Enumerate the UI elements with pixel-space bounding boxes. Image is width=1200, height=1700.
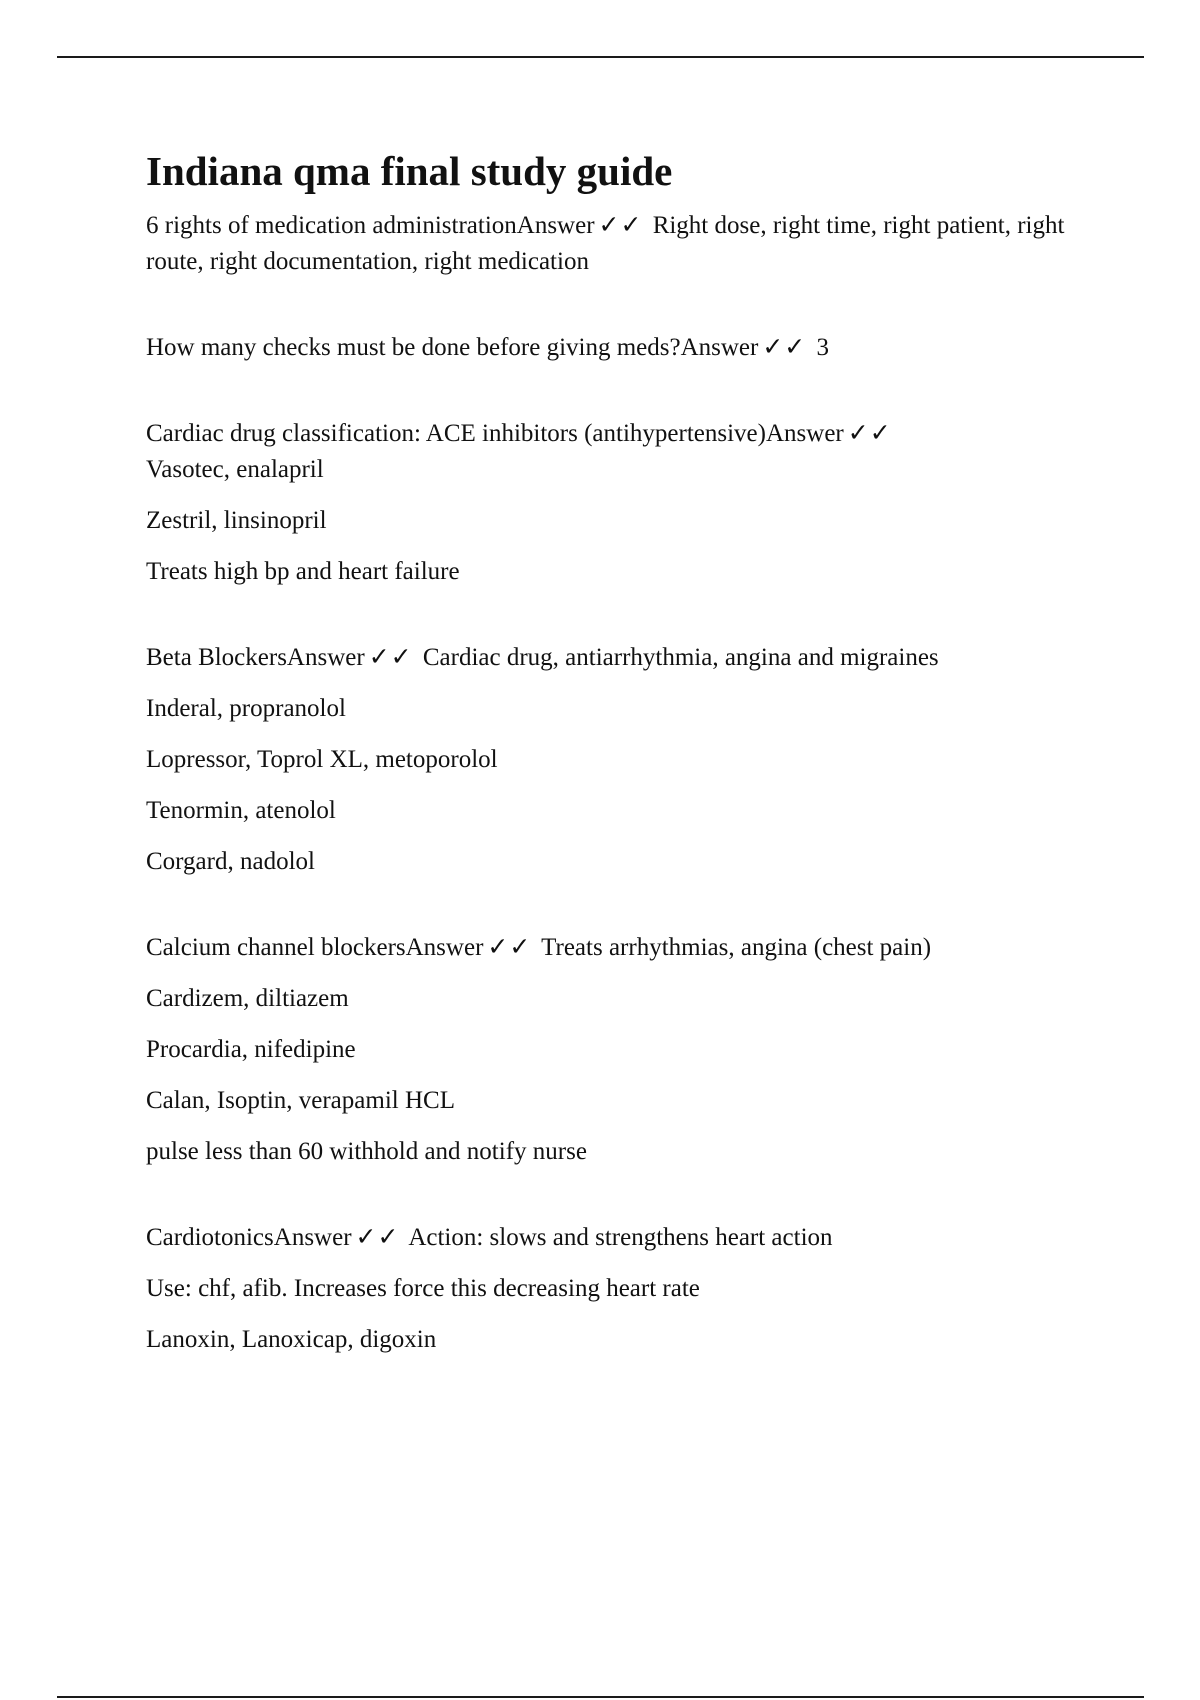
- entry-6: [146, 1220, 1066, 1358]
- entry-question-line: [146, 330, 1066, 366]
- answer-check-icon: ✓✓: [762, 334, 807, 361]
- entry-detail: Tenormin, atenolol: [146, 797, 336, 824]
- entry-question: Cardiac drug classification: ACE inhibitors (antihypertensive)Answer: [146, 420, 844, 447]
- entry-question-line: [146, 1220, 1066, 1256]
- document-title: Indiana qma final study guide: [146, 148, 673, 194]
- entry-detail: Inderal, propranolol: [146, 695, 346, 722]
- entry-detail: Treats high bp and heart failure: [146, 558, 460, 585]
- entry-answer: Vasotec, enalapril: [146, 456, 324, 483]
- answer-check-icon: ✓✓: [847, 420, 892, 447]
- entry-detail: Cardizem, diltiazem: [146, 985, 349, 1012]
- entry-question: Beta BlockersAnswer: [146, 644, 365, 671]
- entry-3: [146, 416, 1066, 590]
- entry-detail: Corgard, nadolol: [146, 848, 315, 875]
- document-body: [146, 146, 1066, 1408]
- answer-check-icon: ✓✓: [355, 1224, 400, 1251]
- entry-question-line: [146, 640, 1066, 676]
- entry-answer: Action: slows and strengthens heart action: [408, 1224, 833, 1251]
- entry-detail: Procardia, nifedipine: [146, 1036, 356, 1063]
- entry-detail: Lopressor, Toprol XL, metoporolol: [146, 746, 498, 773]
- entry-detail: pulse less than 60 withhold and notify nurse: [146, 1138, 587, 1165]
- entry-detail: Lanoxin, Lanoxicap, digoxin: [146, 1326, 437, 1353]
- entry-5: [146, 930, 1066, 1170]
- entry-question: CardiotonicsAnswer: [146, 1224, 352, 1251]
- entry-question: 6 rights of medication administrationAnswer: [146, 212, 595, 239]
- entry-question-line: [146, 416, 1066, 488]
- entry-detail: Zestril, linsinopril: [146, 507, 327, 534]
- answer-check-icon: ✓✓: [598, 212, 643, 239]
- entry-question-line: [146, 930, 1066, 966]
- answer-check-icon: ✓✓: [487, 934, 532, 961]
- entry-4: [146, 640, 1066, 880]
- entry-answer: Cardiac drug, antiarrhythmia, angina and migraines: [422, 644, 939, 671]
- entry-question: How many checks must be done before giving meds?Answer: [146, 334, 759, 361]
- entry-question-line: [146, 208, 1066, 280]
- entry-2: [146, 330, 1066, 366]
- footer-rule: [57, 1696, 1144, 1698]
- entry-detail: Calan, Isoptin, verapamil HCL: [146, 1087, 455, 1114]
- entry-question: Calcium channel blockersAnswer: [146, 934, 484, 961]
- entry-answer: Treats arrhythmias, angina (chest pain): [541, 934, 932, 961]
- answer-check-icon: ✓✓: [368, 644, 413, 671]
- entry-answer: 3: [816, 334, 829, 361]
- entry-answer: Right dose, right time, right patient, right route, right documentation, right medication: [146, 212, 1065, 275]
- entry-detail: Use: chf, afib. Increases force this decreasing heart rate: [146, 1275, 700, 1302]
- header-rule: [57, 56, 1144, 58]
- entry-1: [146, 208, 1066, 280]
